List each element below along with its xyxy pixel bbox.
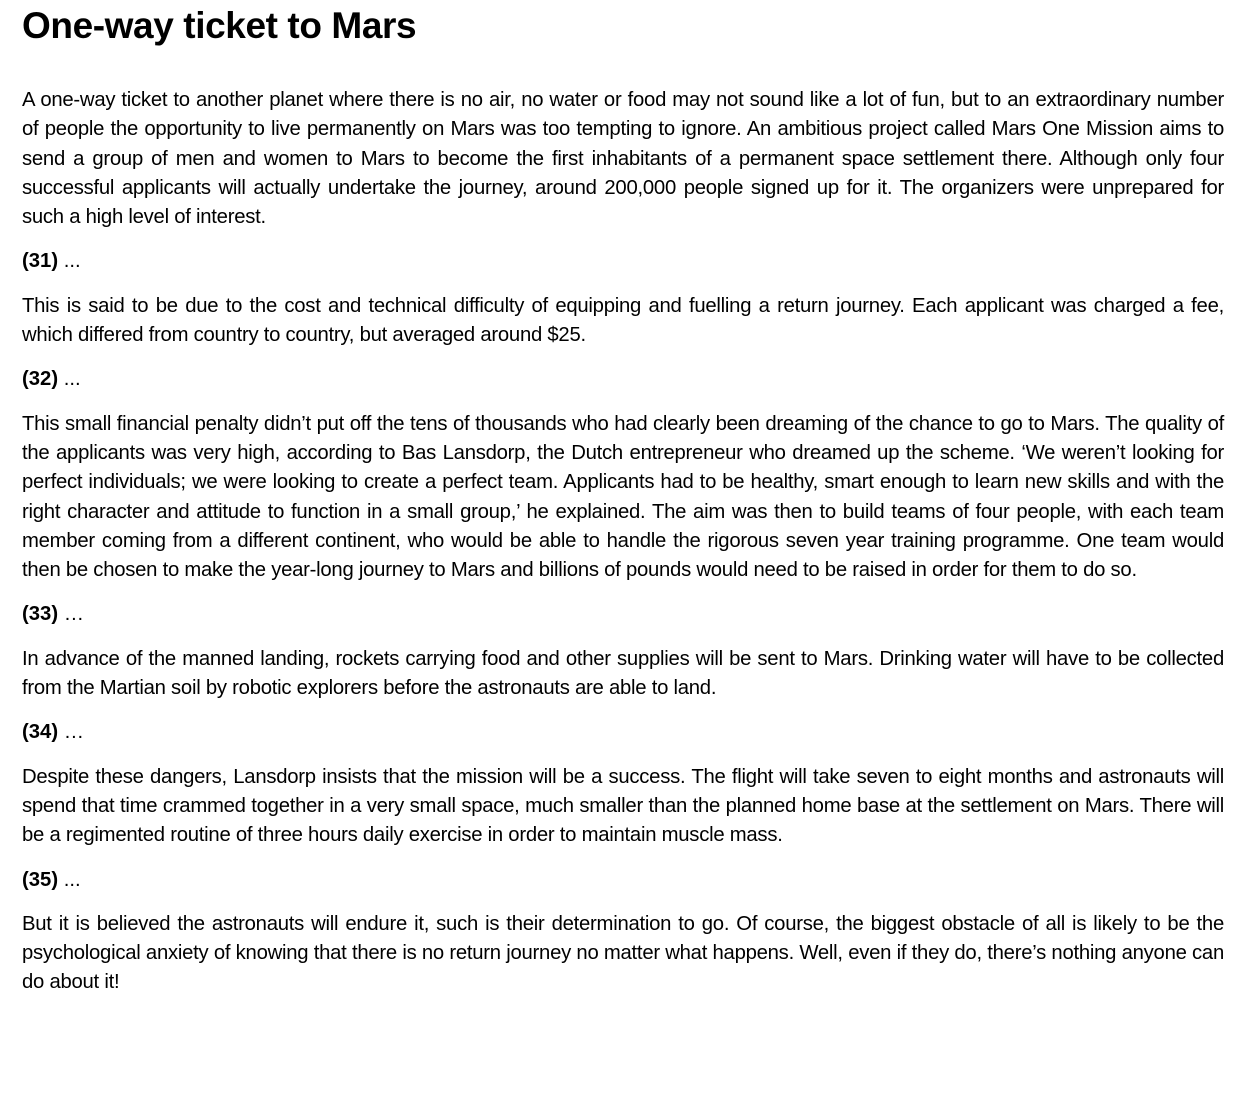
gap-number: (35) — [22, 868, 59, 891]
gap-number: (34) — [22, 721, 59, 744]
gap-label-35 — [22, 866, 1224, 895]
gap-number: (31) — [22, 250, 59, 273]
article — [22, 0, 1224, 998]
gap-number: (32) — [22, 368, 59, 391]
paragraph-6: But it is believed the astronauts will endure it, such is their determination to go. Of course, the biggest obstacle of all is likely to be the psychological anxiety of knowing that there is no return journey no matter what happens. Well, even if they do, there’s nothing anyone can do about it! — [22, 912, 1224, 994]
gap-label-34 — [22, 718, 1224, 747]
gap-marker: ... — [63, 368, 81, 391]
gap-label-32 — [22, 365, 1224, 394]
gap-number: (33) — [22, 603, 59, 626]
gap-label-31 — [22, 247, 1224, 276]
gap-marker: … — [63, 721, 84, 744]
paragraph-intro: A one-way ticket to another planet where there is no air, no water or food may not sound like a lot of fun, but to an extraordinary number of people the opportunity to live permanently on Mars was too tempting to ignore. An ambitious project called Mars One Mission aims to send a group of men and women to Mars to become the first inhabitants of a permanent space settlement there. Although only four successful applicants will actually undertake the journey, around 200,000 people signed up for it. The organizers were unprepared for such a high level of interest. — [22, 89, 1224, 229]
paragraph-2: This is said to be due to the cost and technical difficulty of equipping and fuelling a return journey. Each applicant was charged a fee, which differed from country to country, but averaged around $25. — [22, 294, 1224, 347]
gap-marker: ... — [63, 868, 81, 891]
article-title: One-way ticket to Mars — [22, 5, 417, 46]
gap-marker: … — [63, 603, 84, 626]
paragraph-5: Despite these dangers, Lansdorp insists that the mission will be a success. The flight will take seven to eight months and astronauts will spend that time crammed together in a very small space, much smaller than the planned home base at the settlement on Mars. There will be a regimented routine of three hours daily exercise in order to maintain muscle mass. — [22, 765, 1224, 847]
gap-label-33 — [22, 600, 1224, 629]
paragraph-3: This small financial penalty didn’t put off the tens of thousands who had clearly been dreaming of the chance to go to Mars. The quality of the applicants was very high, according to Bas Lansdorp, the Dutch entrepreneur who dreamed up the scheme. ‘We weren’t looking for perfect individuals; we were looking to create a perfect team. Applicants had to be healthy, smart enough to learn new skills and with the right character and attitude to function in a small group,’ he explained. The aim was then to build teams of four people, with each team member coming from a different continent, who would be able to handle the rigorous seven year training programme. One team would then be chosen to make the year-long journey to Mars and billions of pounds would need to be raised in order for them to do so. — [22, 412, 1224, 582]
gap-marker: ... — [63, 250, 81, 273]
paragraph-4: In advance of the manned landing, rockets carrying food and other supplies will be sent to Mars. Drinking water will have to be collected from the Martian soil by robotic explorers before the astronauts are able to land. — [22, 647, 1224, 700]
